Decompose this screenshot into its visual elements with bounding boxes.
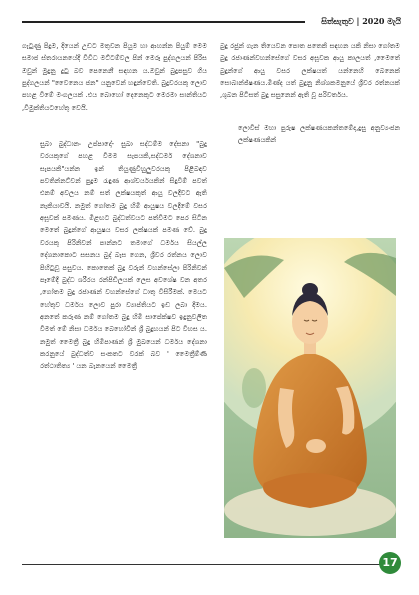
footer-rule [22, 564, 383, 565]
left-paragraph-2: සුබා බුද්ධානං උප්පාදෝ- සුඛා සද්ධම්ම දේසනා "බුදු වරයකුගේ පහළ වීමම සැපයකි,සද්ධර්ම දේශනාව සැපයකි"යන්න ඉන් තියුණුවිහුලුවරයකු පිළිබඳව පවතින්නට්වන් පුදුම රැඳුණ ආශ්චර්යයකින් සිදුවීම් පවත් එනම් අවලය නම් සත් ලක්ෂයකුත් ආයු වලදීවට ඇති නැකියාවයි. නමුත් ගෝතම බුදු හිමි ආයුෂය වලදීමේ වසර අසූවක් පමණය. මිළඟට බුද්ධත්වයට පත්වීමට පෙර සිටින මෙතේ බුදුන්ගේ ආයුෂය වසර ලක්ෂයක් පමණ වේ. බුදු වරයකු පිරිනිවන් පාන්නට තමාගේ ධර්මය සියල්ල දේශනාකොට සසනය බුද් බැස ගෙන, ශ්‍රීවර රත්නය ලොව පිහිටුවූ පසුවය. කොතෙක් බුදු වරුන් වහන්සේලා පිරිනිවන් පෑමේදී බුද්ධ ශරීරය රන්පිඩිලයක් ලෙස අවශේෂ වන අතර ,ගෝතම බුදු රජාණන් වහන්සේගේ ධාතු විසිරීමක්. මෙයට හේතුව ධර්මය ලොව පුරා ව්‍යාප්තියට ඉඩ ලබා දීමය. අනතේ කරුණ නම් ගෝතම බුදු හිමි සාපේක්ෂව ඉදුනුවලිත වීමත් මේ නිසා ධර්මය බෙහෝවින් ශ්‍රී බුදුහයන් පිට විහස ය. නමුත් මෛත්‍රී බුදු හිමිපාණන් ශ්‍රී මුඛයෙන් ධර්මය දේශනා කරනුයේ බුද්ධත්ව සංකතට වරක් බව ' මෛත්‍රීම්ණි රත්ථාතිත්‍ය ' යන බැනයෙන් මෛත්‍රී [40, 140, 207, 371]
buddha-hands [306, 439, 326, 453]
right-paragraph-2: ලොවිස් මහා පුරුෂ ලක්ෂණයකන්තමේද,දුසු අනුව්‍යංජන ලක්ෂණයකින් [238, 123, 400, 145]
left-column [22, 40, 207, 545]
page-header [22, 14, 401, 28]
header-rule [22, 21, 305, 23]
page-number-badge: 17 [379, 552, 401, 574]
buddha-illustration [224, 238, 396, 538]
background-tree [242, 368, 266, 408]
left-paragraph-1: ගැටුණු පිදුම, දියෙන් උඩට මතුවන පියුම හා ආහන්න පියුම් මෙම සමාජ ස්තරායනයේදී විවිධ මට්ටම්වල පින් මෙරූ පුද්ගලයන් පිරිස ඔවුන් මුදුනු දුටු බව පෙනෙනී සඳහන ය.ඔවුන් බුදුපසුව ගිය පුද්ගලයන් "වෛනෙය ජන" යනුවෙන් හඳුන්වෙති. බුදුවරයකු ලොව පහළ වීමේ මංගලයක් .එය බොහෝ දෙනෙකුට මෙරමා සාන්තියට ,විමුක්තියටහේතු වෙයි. [22, 42, 207, 112]
seated-buddha-image [224, 238, 396, 538]
buddha-ushnisha [302, 283, 318, 297]
right-paragraph-1: බුදු රජුන් ගැන තියෙවන පොත පතෙකි සඳහන යකි නිසා ගෝතම බුදු රජාණන්වහන්සේගේ වසර අසූවක ආයු කාලයත් ,මෛතේ බුදුන්ගේ ආයු වසර ලක්ෂයත් යන්නෙහි බෙනෙක් සොබාන්ජ්ෂණය.මිණ්ද යත් බුදුනු නිශ්ශකමනුයේ ශ්‍රීවර රත්නයක් ,ශුබන පිටිසත් බුදු සසුනෙන් ඇති වූ පරිවර්තය. [220, 42, 400, 100]
header-title: සිත්සැතුව | 2020 මැයි [321, 16, 401, 26]
